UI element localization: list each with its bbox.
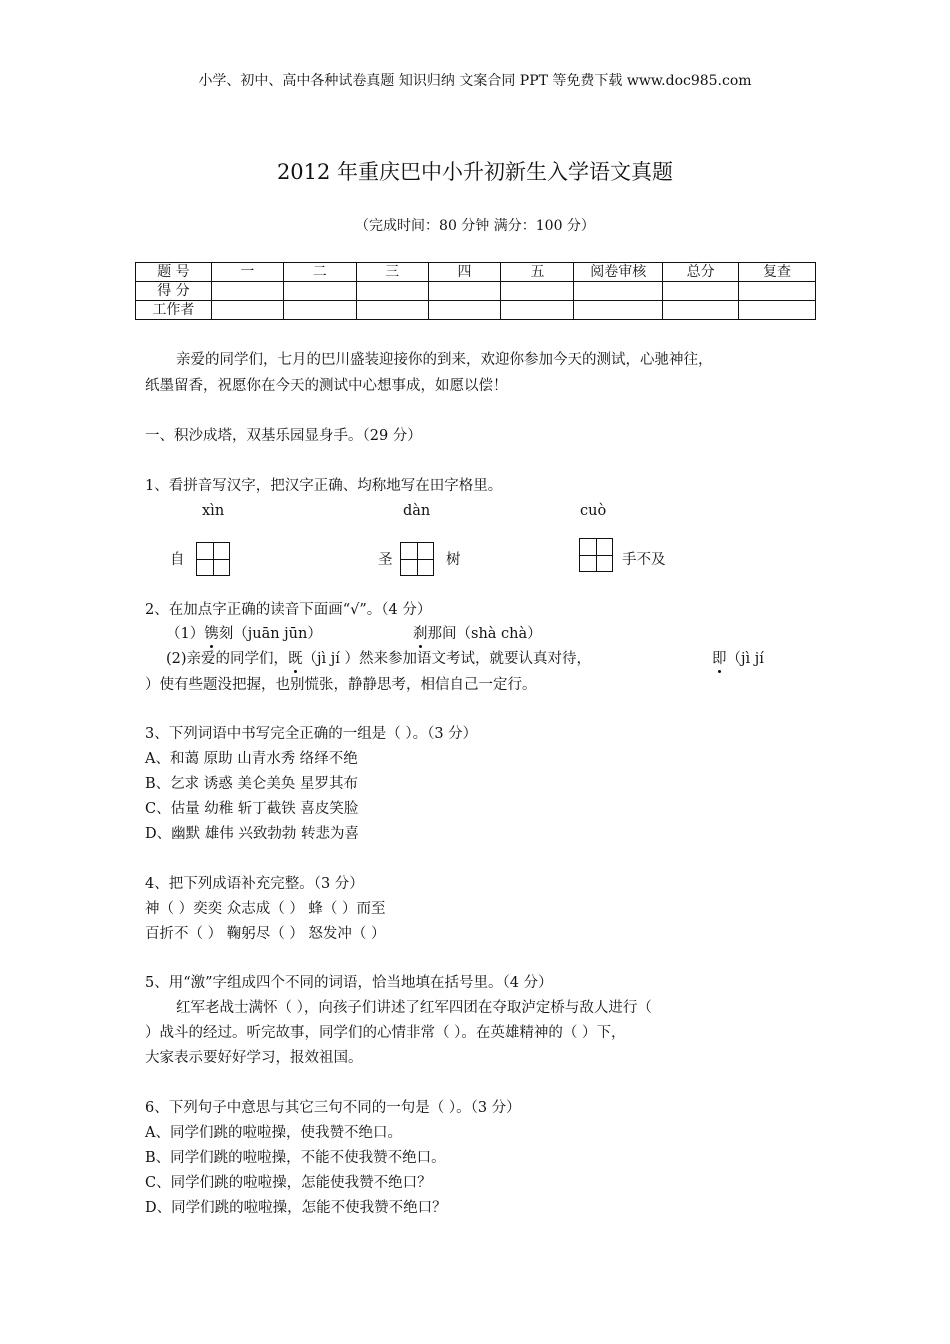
q5-line-2[interactable]: ）战斗的经过。听完故事，同学们的心情非常（ ）。在英雄精神的（ ）下，	[145, 1025, 626, 1041]
q6-option-b[interactable]: B、同学们跳的啦啦操，不能不使我赞不绝口。	[145, 1150, 446, 1166]
q1-pinyin-3: cuò	[580, 503, 607, 519]
q1-word-1-prefix: 自	[170, 552, 185, 568]
q5-line-3: 大家表示要好好学习，报效祖国。	[145, 1050, 363, 1066]
q2-text-segment: (2)亲爱的同学们，	[166, 651, 289, 667]
q5-text: 5、用“激”字组成四个不同的词语，恰当地填在括号里。（4 分）	[145, 975, 553, 991]
table-cell: 四	[428, 263, 501, 282]
q2-text: 2、在加点字正确的读音下面画“√”。（4 分）	[145, 602, 432, 618]
dotted-char: 既	[288, 651, 303, 667]
intro-line-1: 亲爱的同学们，七月的巴川盛装迎接你的到来，欢迎你参加今天的测试，心驰神往，	[176, 352, 713, 368]
tianzige-box-1[interactable]	[196, 542, 230, 576]
score-table-worker-row	[136, 301, 816, 320]
q1-pinyin-2: dàn	[403, 503, 431, 519]
worker-input-cell[interactable]	[283, 301, 356, 320]
score-input-cell[interactable]	[283, 282, 356, 301]
q3-option-d[interactable]: D、幽默 雄伟 兴致勃勃 转悲为喜	[145, 826, 359, 842]
dotted-char: 镌	[204, 626, 219, 642]
q1-word-3-suffix: 手不及	[622, 552, 666, 568]
q2-label: （1）	[166, 626, 205, 642]
q6-text: 6、下列句子中意思与其它三句不同的一句是（ ）。（3 分）	[145, 1100, 521, 1116]
q3-option-b[interactable]: B、乞求 诱惑 美仑美奂 星罗其布	[145, 776, 358, 792]
q2-line-2	[166, 649, 591, 669]
section-1-heading: 一、积沙成塔，双基乐园显身手。（29 分）	[145, 428, 422, 444]
q2-line-3: ）使有些题没把握，也别慌张，静静思考，相信自己一定行。	[145, 677, 537, 693]
q4-line-2[interactable]: 百折不（ ） 鞠躬尽（ ） 怒发冲（ ）	[145, 926, 386, 942]
worker-input-cell[interactable]	[356, 301, 428, 320]
page-title: 2012 年重庆巴中小升初新生入学语文真题	[276, 160, 674, 184]
score-table	[135, 262, 816, 320]
dotted-char: 即	[712, 651, 727, 667]
q1-word-2-prefix: 圣	[378, 552, 393, 568]
dotted-char: 刹	[413, 626, 428, 642]
q2-pinyin-options[interactable]: （jì jí	[726, 651, 764, 667]
worker-input-cell[interactable]	[739, 301, 816, 320]
q6-option-a[interactable]: A、同学们跳的啦啦操，使我赞不绝口。	[145, 1125, 402, 1141]
intro-line-2: 纸墨留香，祝愿你在今天的测试中心想事成，如愿以偿！	[145, 378, 508, 394]
score-input-cell[interactable]	[739, 282, 816, 301]
q2-line-1a	[166, 624, 322, 644]
table-cell: 得 分	[136, 282, 212, 301]
score-input-cell[interactable]	[663, 282, 739, 301]
table-cell: 阅卷审核	[574, 263, 663, 282]
score-input-cell[interactable]	[356, 282, 428, 301]
q5-line-1[interactable]: 红军老战士满怀（ ），向孩子们讲述了红军四团在夺取泸定桥与敌人进行（	[176, 1000, 652, 1016]
table-cell: 五	[501, 263, 574, 282]
q3-option-a[interactable]: A、和蔼 原助 山青水秀 络绎不绝	[145, 751, 358, 767]
q6-option-d[interactable]: D、同学们跳的啦啦操，怎能不使我赞不绝口？	[145, 1200, 447, 1216]
exam-info: （完成时间：80 分钟 满分：100 分）	[355, 218, 595, 234]
q2-pinyin-options[interactable]: 那间（shà chà）	[427, 626, 542, 642]
worker-input-cell[interactable]	[574, 301, 663, 320]
table-cell: 复查	[739, 263, 816, 282]
q2-line-2-end	[712, 649, 764, 669]
tianzige-box-3[interactable]	[579, 538, 613, 572]
table-cell: 工作者	[136, 301, 212, 320]
worker-input-cell[interactable]	[501, 301, 574, 320]
score-table-score-row	[136, 282, 816, 301]
q4-text: 4、把下列成语补充完整。（3 分）	[145, 876, 364, 892]
worker-input-cell[interactable]	[211, 301, 283, 320]
q3-text: 3、下列词语中书写完全正确的一组是（ ）。（3 分）	[145, 726, 478, 742]
table-cell: 三	[356, 263, 428, 282]
table-cell: 题 号	[136, 263, 212, 282]
q6-option-c[interactable]: C、同学们跳的啦啦操，怎能使我赞不绝口？	[145, 1175, 432, 1191]
score-input-cell[interactable]	[501, 282, 574, 301]
q1-word-2-suffix: 树	[446, 552, 461, 568]
score-input-cell[interactable]	[574, 282, 663, 301]
worker-input-cell[interactable]	[428, 301, 501, 320]
q1-pinyin-1: xìn	[202, 503, 225, 519]
score-input-cell[interactable]	[428, 282, 501, 301]
table-cell: 总分	[663, 263, 739, 282]
q4-line-1[interactable]: 神（ ）奕奕 众志成（ ） 蜂（ ）而至	[145, 901, 386, 917]
score-input-cell[interactable]	[211, 282, 283, 301]
table-cell: 二	[283, 263, 356, 282]
q2-pinyin-options[interactable]: 刻（juān jūn）	[218, 626, 322, 642]
q3-option-c[interactable]: C、估量 幼稚 斩丁截铁 喜皮笑脸	[145, 801, 359, 817]
q2-line-1b	[413, 624, 542, 644]
score-table-header-row	[136, 263, 816, 282]
table-cell: 一	[211, 263, 283, 282]
q2-pinyin-options[interactable]: （jì jí ）然来参加语文考试，就要认真对待，	[302, 651, 592, 667]
q1-text: 1、看拼音写汉字，把汉字正确、均称地写在田字格里。	[145, 478, 503, 494]
worker-input-cell[interactable]	[663, 301, 739, 320]
tianzige-box-2[interactable]	[400, 542, 434, 576]
page-header: 小学、初中、高中各种试卷真题 知识归纳 文案合同 PPT 等免费下载 www.doc985.com	[198, 73, 752, 89]
